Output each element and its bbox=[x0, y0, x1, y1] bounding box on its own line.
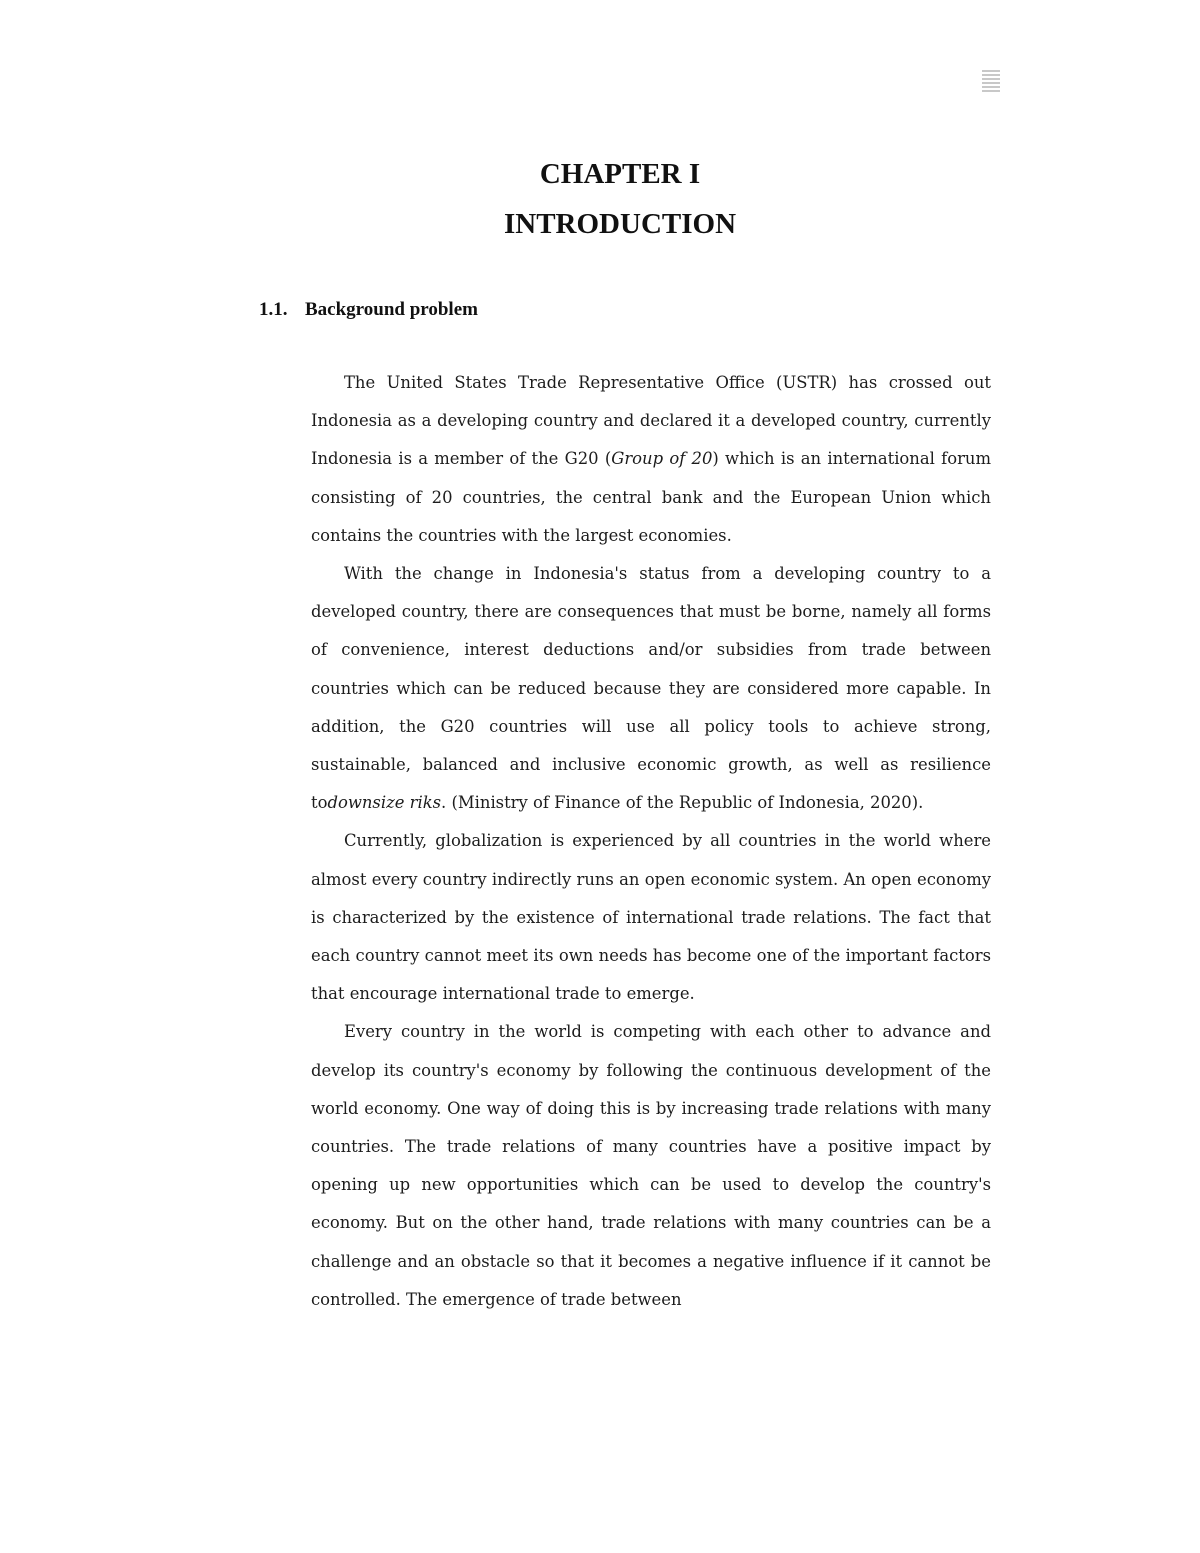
paragraph-1-text-a: The United States Trade Representative Office (USTR) has crossed out Indonesia as a developing country and declared it a developed country, currently Indonesia is a member of the G20 ( bbox=[311, 373, 991, 469]
section-number: 1.1. bbox=[259, 299, 288, 320]
paragraph-4: Every country in the world is competing with each other to advance and develop its country's economy by following the continuous development of the world economy. One way of doing this is by increasing trade relations with many countries. The trade relations of many countries have a positive impact by opening up new opportunities which can be used to develop the country's economy. But on the other hand, trade relations with many countries can be a challenge and an obstacle so that it becomes a negative influence if it cannot be controlled. The emergence of trade between bbox=[311, 1022, 991, 1309]
paragraph-1-text-b: ) which is an international forum consisting of 20 countries, the central bank and the European Union which contains the countries with the largest economies. bbox=[311, 449, 991, 545]
paragraph-2-text-b: . (Ministry of Finance of the Republic of Indonesia, 2020). bbox=[441, 793, 924, 813]
watermark-lines-icon bbox=[982, 70, 1000, 94]
paragraph-1 bbox=[311, 364, 991, 555]
paragraph-2-italic: downsize riks bbox=[327, 793, 442, 813]
paragraph-1-italic: Group of 20 bbox=[611, 449, 713, 469]
chapter-title: CHAPTER I bbox=[539, 158, 701, 190]
paragraph-2-text-a: With the change in Indonesia's status from a developing country to a developed country, there are consequences that must be borne, namely all forms of convenience, interest deductions and/or subsidies from trade between countries which can be reduced because they are considered more capable. In addition, the G20 countries will use all policy tools to achieve strong, sustainable, balanced and inclusive economic growth, as well as resilience to bbox=[311, 564, 991, 813]
body-text bbox=[311, 364, 991, 1319]
chapter-subtitle: INTRODUCTION bbox=[503, 208, 737, 240]
paragraph-3: Currently, globalization is experienced by all countries in the world where almost every country indirectly runs an open economic system. An open economy is characterized by the existence of international trade relations. The fact that each country cannot meet its own needs has become one of the important factors that encourage international trade to emerge. bbox=[311, 831, 991, 1004]
section-title: Background problem bbox=[305, 299, 478, 320]
section-heading bbox=[259, 297, 478, 323]
paragraph-2 bbox=[311, 555, 991, 822]
